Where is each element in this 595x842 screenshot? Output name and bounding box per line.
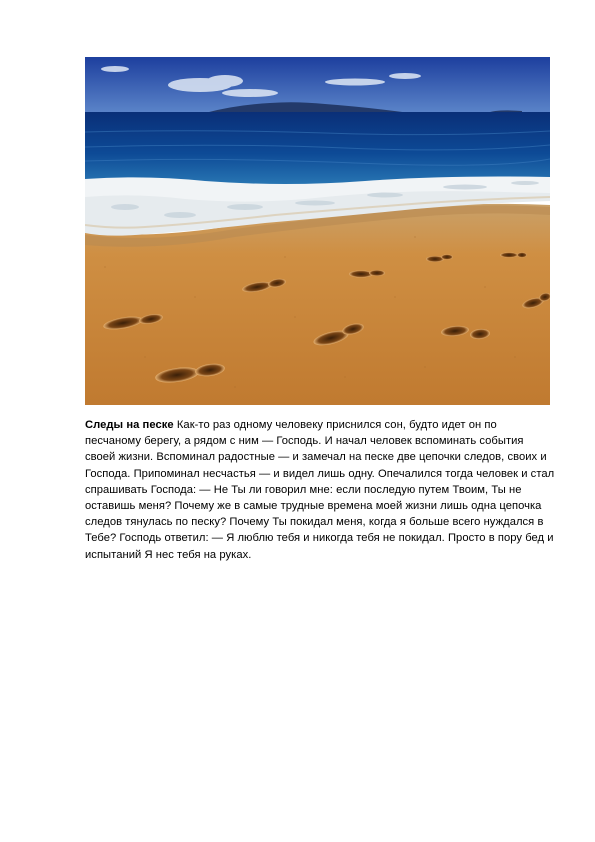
story-paragraph [85,417,555,563]
beach-footprints-photo [85,57,550,405]
story-body: Как-то раз одному человеку приснился сон, будто идет он по песчаному берегу, а рядом с ним — Господь. И начал человек вспоминать события своей жизни. Вспоминал радостные — и замечал на песке две цепочки следов, своих и Господа. Припоминал несчастья — и видел лишь одну. Опечалился тогда человек и стал спрашивать Господа: — Не Ты ли говорил мне: если последую путем Твоим, Ты не оставишь меня? Почему же в самые трудные времена моей жизни лишь одна цепочка следов тянулась по песку? Почему Ты покидал меня, когда я больше всего нуждался в Тебе? Господь ответил: — Я люблю тебя и никогда тебя не покидал. Просто в пору бед и испытаний Я нес тебя на руках. [85,419,555,561]
sand [85,204,550,405]
story-title: Следы на песке [85,419,177,431]
